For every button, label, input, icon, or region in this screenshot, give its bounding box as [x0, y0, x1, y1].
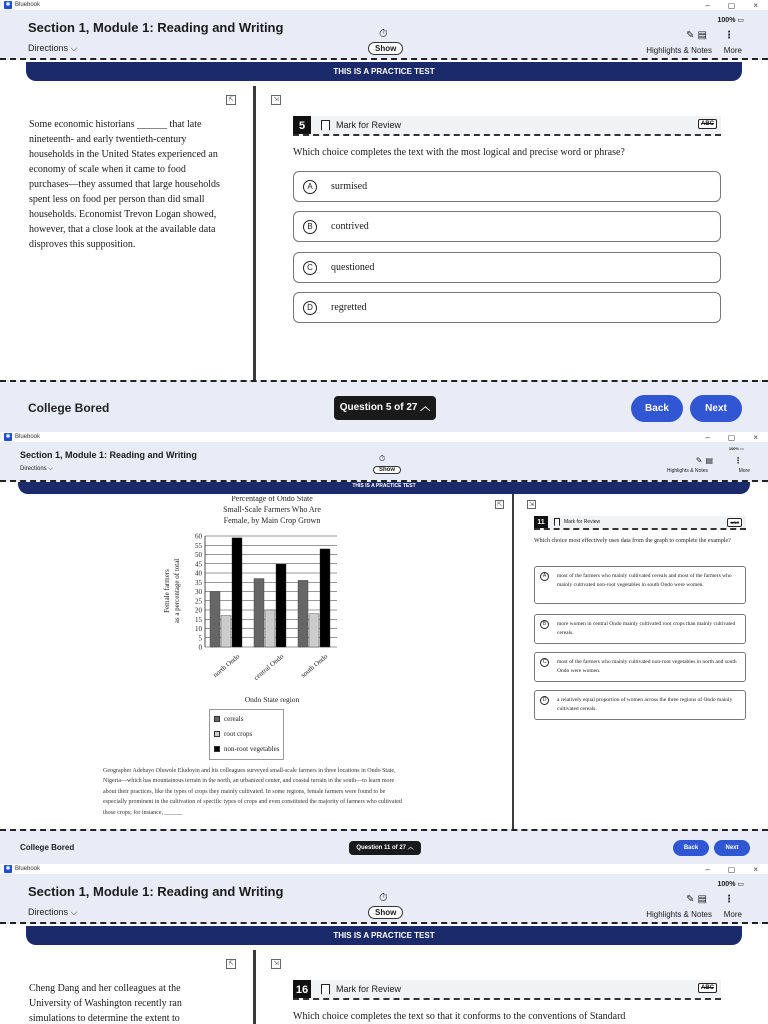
y-tick-label: 25: [195, 597, 202, 606]
legend-entry-root-crops: [214, 727, 279, 742]
expand-right-icon[interactable]: ⇲: [528, 502, 535, 508]
directions-label: Directions: [20, 466, 47, 472]
choice-text: questioned: [331, 262, 375, 273]
exam-footer: [0, 829, 768, 864]
zoom-indicator: [729, 446, 744, 451]
question-nav-label: Question 5 of 27: [339, 402, 418, 413]
window-titlebar: [0, 432, 768, 442]
timer-icon: ⏱: [379, 454, 386, 463]
y-tick-label: 10: [195, 625, 202, 633]
question-header: [293, 980, 721, 1000]
zoom-label: 100%: [717, 17, 736, 24]
zoom-label: 100%: [728, 446, 740, 451]
choice-text: most of the farmers who mainly cultivated cereals and most of the farmers who mainly cultivated non-root vegetables in south Ondo were women.: [557, 573, 732, 588]
section-title: Section 1, Module 1: Reading and Writing: [20, 450, 197, 460]
brand-name: College Bored: [20, 843, 75, 852]
close-button[interactable]: ×: [753, 864, 758, 874]
bookmark-icon[interactable]: [321, 120, 330, 131]
mark-for-review[interactable]: Mark for Review: [336, 984, 402, 994]
app-name: Bluebook: [15, 866, 41, 872]
exam-footer: [0, 380, 768, 432]
answer-choice-d[interactable]: [293, 292, 721, 323]
mark-for-review[interactable]: Mark for Review: [564, 519, 601, 525]
zoom-indicator: [718, 880, 744, 888]
legend-label: root crops: [224, 730, 253, 738]
question-prompt: Which choice completes the text with the most logical and precise word or phrase?: [293, 147, 625, 158]
strikethrough-toggle-icon[interactable]: ABC: [698, 119, 717, 129]
notes-icon: ▤: [697, 894, 710, 905]
chart-title-line: Small-Scale Farmers Who Are: [223, 505, 321, 514]
legend-entry-non-root-vegetables: [214, 742, 279, 757]
x-axis-label: Ondo State region: [244, 695, 300, 704]
back-button[interactable]: Back: [673, 840, 709, 856]
bookmark-icon[interactable]: [321, 984, 330, 995]
mark-for-review[interactable]: Mark for Review: [336, 120, 402, 130]
zoom-indicator: [718, 16, 744, 24]
choice-text: most of the farmers who mainly cultivated non-root vegetables in north and south Ondo were women.: [557, 659, 737, 674]
app-title: [4, 1, 40, 9]
expand-left-icon[interactable]: ⇱: [496, 502, 503, 508]
more-icon[interactable]: ⋮: [734, 456, 742, 465]
choice-text: contrived: [331, 221, 369, 232]
choice-letter: A: [303, 180, 317, 194]
answer-choice-b[interactable]: [293, 211, 721, 242]
y-tick-label: 30: [195, 588, 202, 596]
bar-non-root-vegetables: [276, 564, 286, 647]
x-tick-label: central Ondo: [252, 652, 286, 682]
bar-non-root-vegetables: [320, 549, 330, 647]
choice-text: a relatively equal proportion of women across the three regions of Ondo mainly cultivated cereals.: [557, 697, 733, 712]
legend-label: cereals: [224, 715, 244, 723]
next-button[interactable]: Next: [714, 840, 750, 856]
expand-right-icon[interactable]: ⇲: [271, 95, 281, 105]
app-title: [4, 433, 40, 441]
question-number: 5: [293, 116, 311, 134]
more-icon[interactable]: ⋮: [724, 894, 734, 905]
passage-text: Cheng Dang and her colleagues at the University of Washington recently ran simulations to determine the extent to: [29, 983, 182, 1024]
chart-legend: [209, 709, 284, 760]
minimize-button[interactable]: –: [705, 864, 710, 874]
bar-cereals: [210, 592, 220, 648]
expand-left-icon[interactable]: ⇱: [226, 959, 236, 969]
y-tick-label: 5: [198, 634, 202, 643]
zoom-label: 100%: [717, 881, 736, 888]
bluebook-icon: ✱: [5, 866, 11, 872]
choice-letter: A: [540, 572, 549, 581]
chart-title-line: Female, by Main Crop Grown: [223, 516, 321, 525]
y-axis-label: Female farmers: [163, 569, 171, 613]
y-axis-label-line2: as a percentage of total: [173, 558, 181, 624]
timer-icon: ⏱: [379, 28, 388, 40]
choice-letter: D: [303, 301, 317, 315]
chevron-up-icon: ︿: [420, 402, 431, 413]
window-controls: [705, 433, 764, 442]
answer-choice-a[interactable]: [293, 171, 721, 202]
expand-left-icon[interactable]: ⇱: [226, 95, 236, 105]
passage-text: Some economic historians ______ that late nineteenth- and early twentieth-century households in the United States experienced an economy of scale when it came to food purchases—they assumed that large households spent less on food per person than did small households. Economist Trevon Logan showed, however, that a close look at the available data disproves this supposition.: [29, 119, 220, 250]
exam-header: [0, 10, 768, 60]
pane-divider[interactable]: [253, 86, 256, 380]
directions-label: Directions: [28, 907, 69, 917]
expand-right-icon[interactable]: ⇲: [271, 959, 281, 969]
more-button[interactable]: More: [738, 468, 750, 474]
choice-text: more women in central Ondo mainly cultivated root crops than mainly cultivated cereals.: [557, 621, 736, 636]
bar-root-crops: [221, 616, 231, 647]
legend-swatch: [214, 716, 220, 722]
restore-button[interactable]: ▢: [727, 864, 736, 874]
bar-root-crops: [265, 610, 275, 647]
question-prompt: Which choice most effectively uses data from the graph to complete the example?: [534, 538, 731, 544]
minimize-button[interactable]: –: [705, 0, 710, 10]
restore-button[interactable]: ▢: [727, 0, 736, 10]
notes-icon: ▤: [705, 456, 716, 465]
choice-text: regretted: [331, 302, 367, 313]
highlights-notes-button[interactable]: Highlights & Notes: [666, 468, 708, 474]
battery-icon: ▭: [740, 446, 744, 451]
directions-button[interactable]: [28, 907, 77, 918]
exam-header: [0, 874, 768, 924]
choice-text: surmised: [331, 181, 368, 192]
y-tick-label: 40: [195, 569, 202, 578]
battery-icon: ▭: [737, 881, 744, 888]
show-timer-button[interactable]: Show: [368, 906, 403, 919]
window-titlebar: [0, 0, 768, 10]
highlights-notes-button[interactable]: Highlights & Notes: [646, 46, 712, 55]
y-tick-label: 0: [198, 643, 202, 652]
close-button[interactable]: ×: [753, 0, 758, 10]
choice-letter: C: [540, 658, 549, 667]
more-icon[interactable]: ⋮: [724, 30, 734, 41]
strikethrough-toggle-icon[interactable]: ABC: [698, 983, 717, 993]
legend-swatch: [214, 731, 220, 737]
more-button[interactable]: More: [723, 910, 742, 919]
bluebook-icon: ✱: [5, 434, 11, 440]
pen-icon: ✎: [686, 894, 698, 905]
highlights-notes-button[interactable]: Highlights & Notes: [646, 910, 712, 919]
y-tick-label: 35: [195, 578, 202, 587]
battery-icon: ▭: [737, 17, 744, 24]
close-button[interactable]: ×: [753, 432, 758, 442]
pen-icon: ✎: [695, 456, 706, 465]
chevron-up-icon: ︿: [407, 845, 414, 851]
question-header: [293, 116, 721, 136]
show-timer-button[interactable]: Show: [373, 466, 401, 474]
screen-question-5: [0, 0, 768, 432]
y-tick-label: 15: [195, 615, 202, 624]
directions-label: Directions: [28, 43, 69, 53]
brand-name: College Bored: [28, 401, 110, 415]
y-tick-label: 55: [195, 541, 202, 550]
chevron-down-icon: ⌵: [70, 43, 78, 53]
window-titlebar: [0, 864, 768, 874]
show-timer-button[interactable]: Show: [368, 42, 403, 55]
minimize-button[interactable]: –: [705, 432, 710, 442]
timer-icon: ⏱: [379, 892, 388, 904]
more-button[interactable]: More: [723, 46, 742, 55]
question-number: 11: [534, 516, 548, 528]
screen-question-16: [0, 864, 768, 1024]
chart-title-line: Percentage of Ondo State: [231, 496, 313, 503]
choice-letter: B: [540, 620, 549, 629]
question-nav-label: Question 11 of 27: [356, 845, 406, 851]
passage-text: Geographer Adebayo Oluwole Eludoyin and his colleagues surveyed small-scale farmers in three locations in Ondo State, Nigeria—which has mountainous terrain in the north, an urbanized center, and coastal terrain in the south—to learn more about their practices, like the types of crops they mainly cultivated. In some regions, female farmers were found to be especially prominent in the cultivation of specific types of crops and even constituted the majority of farmers who cultivated those crops; for instance, ______: [103, 768, 402, 816]
y-tick-label: 50: [195, 551, 202, 559]
y-tick-label: 60: [195, 532, 202, 541]
highlight-notes-icons[interactable]: [686, 894, 710, 905]
practice-banner: THIS IS A PRACTICE TEST: [26, 926, 742, 945]
choice-letter: B: [303, 220, 317, 234]
restore-button[interactable]: ▢: [727, 432, 736, 442]
bluebook-icon: ✱: [5, 2, 11, 8]
strikethrough-toggle-icon[interactable]: ABC: [727, 518, 742, 527]
highlight-notes-icons[interactable]: [696, 456, 716, 465]
pane-divider[interactable]: [253, 950, 256, 1024]
y-tick-label: 45: [195, 560, 202, 569]
directions-button[interactable]: [20, 466, 53, 473]
question-navigator-button[interactable]: [349, 841, 421, 855]
directions-button[interactable]: [28, 43, 77, 54]
y-tick-label: 20: [195, 606, 202, 615]
app-name: Bluebook: [15, 2, 41, 8]
question-prompt: Which choice completes the text so that it conforms to the conventions of Standard: [293, 1011, 626, 1022]
bar-cereals: [254, 579, 264, 647]
bar-cereals: [298, 580, 308, 647]
window-controls: [705, 1, 764, 10]
section-title: Section 1, Module 1: Reading and Writing: [28, 20, 284, 35]
chevron-down-icon: ⌵: [48, 466, 53, 472]
window-controls: [705, 865, 764, 874]
legend-label: non-root vegetables: [224, 745, 280, 753]
legend-entry-cereals: [214, 712, 279, 727]
question-navigator-button[interactable]: [334, 396, 436, 420]
next-button[interactable]: Next: [690, 395, 742, 422]
practice-banner: THIS IS A PRACTICE TEST: [18, 482, 750, 494]
x-tick-label: south Ondo: [299, 652, 330, 680]
legend-swatch: [214, 746, 220, 752]
choice-letter: D: [540, 696, 549, 705]
app-title: [4, 865, 40, 873]
question-number: 16: [293, 980, 311, 998]
bar-non-root-vegetables: [232, 538, 242, 647]
exam-header: [0, 442, 768, 482]
section-title: Section 1, Module 1: Reading and Writing: [28, 884, 284, 899]
notes-icon: ▤: [697, 30, 710, 41]
answer-choice-c[interactable]: [293, 252, 721, 283]
highlight-notes-icons[interactable]: [686, 30, 710, 41]
app-name: Bluebook: [15, 434, 41, 440]
practice-banner: THIS IS A PRACTICE TEST: [26, 62, 742, 81]
bar-root-crops: [309, 614, 319, 647]
pen-icon: ✎: [686, 30, 698, 41]
chevron-down-icon: ⌵: [70, 907, 78, 917]
pane-divider[interactable]: [512, 494, 514, 829]
back-button[interactable]: Back: [631, 395, 683, 422]
choice-letter: C: [303, 261, 317, 275]
x-tick-label: north Ondo: [211, 652, 242, 680]
